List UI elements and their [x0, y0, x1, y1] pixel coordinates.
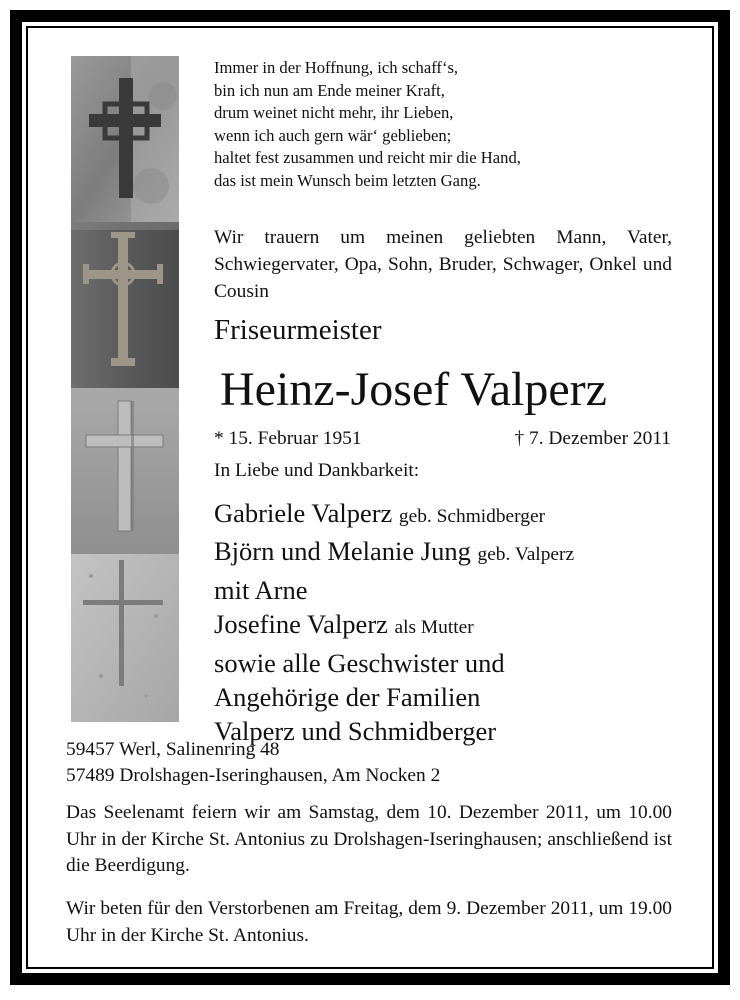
profession: Friseurmeister	[214, 314, 382, 346]
birth-date: * 15. Februar 1951	[214, 428, 362, 449]
service-info: Das Seelenamt feiern wir am Samstag, dem 10. Dezember 2011, um 10.00 Uhr in der Kirche St. Antonius zu Drolshagen-Iseringhausen; anschließend ist die Beerdigung.	[66, 802, 672, 877]
poem-line: haltet fest zusammen und reicht mir die Hand,	[214, 148, 521, 168]
family-name: mit Arne	[214, 574, 308, 605]
family-name: Valperz und Schmidberger	[214, 716, 497, 747]
crosses-photo	[71, 56, 179, 722]
life-dates	[214, 426, 671, 452]
family-entry	[214, 646, 684, 680]
family-entry	[214, 534, 684, 572]
cross-panel-2	[71, 222, 179, 388]
family-list	[214, 496, 684, 749]
family-entry	[214, 680, 684, 714]
address-line: 57489 Drolshagen-Iseringhausen, Am Nocken 2	[66, 765, 441, 786]
family-name: Gabriele Valperz	[214, 498, 393, 528]
poem-line: wenn ich auch gern wär‘ geblieben;	[214, 125, 452, 145]
family-note: geb. Schmidberger	[398, 506, 546, 527]
thanks-line: In Liebe und Dankbarkeit:	[214, 460, 420, 481]
cross-panel-4	[71, 554, 179, 722]
address-block	[66, 737, 440, 789]
cross-panel-3	[71, 388, 179, 554]
family-name: Björn und Melanie Jung	[214, 536, 471, 567]
address-line: 59457 Werl, Salinenring 48	[66, 739, 280, 760]
death-date: † 7. Dezember 2011	[514, 428, 671, 449]
prayer-info: Wir beten für den Verstorbenen am Freitag, dem 9. Dezember 2011, um 19.00 Uhr in der Kirche St. Antonius.	[66, 898, 672, 946]
family-note: als Mutter	[394, 617, 474, 639]
family-name: Josefine Valperz	[214, 609, 388, 640]
mourning-text: Wir trauern um meinen geliebten Mann, Vater, Schwiegervater, Opa, Sohn, Bruder, Schwager, Onkel und Cousin	[214, 227, 672, 302]
poem	[214, 57, 694, 193]
cross-panel-1	[71, 56, 179, 222]
family-entry	[214, 573, 684, 607]
poem-line: Immer in der Hoffnung, ich schaff‘s,	[214, 58, 459, 77]
poem-line: das ist mein Wunsch beim letzten Gang.	[214, 170, 481, 190]
family-name: Angehörige der Familien	[214, 682, 481, 713]
poem-line: bin ich nun am Ende meiner Kraft,	[214, 80, 445, 100]
deceased-name: Heinz-Josef Valperz	[220, 363, 607, 416]
family-note: geb. Valperz	[477, 544, 575, 566]
family-entry	[214, 496, 684, 534]
family-entry	[214, 607, 684, 645]
family-name: sowie alle Geschwister und	[214, 647, 505, 678]
poem-line: drum weinet nicht mehr, ihr Lieben,	[214, 103, 454, 123]
